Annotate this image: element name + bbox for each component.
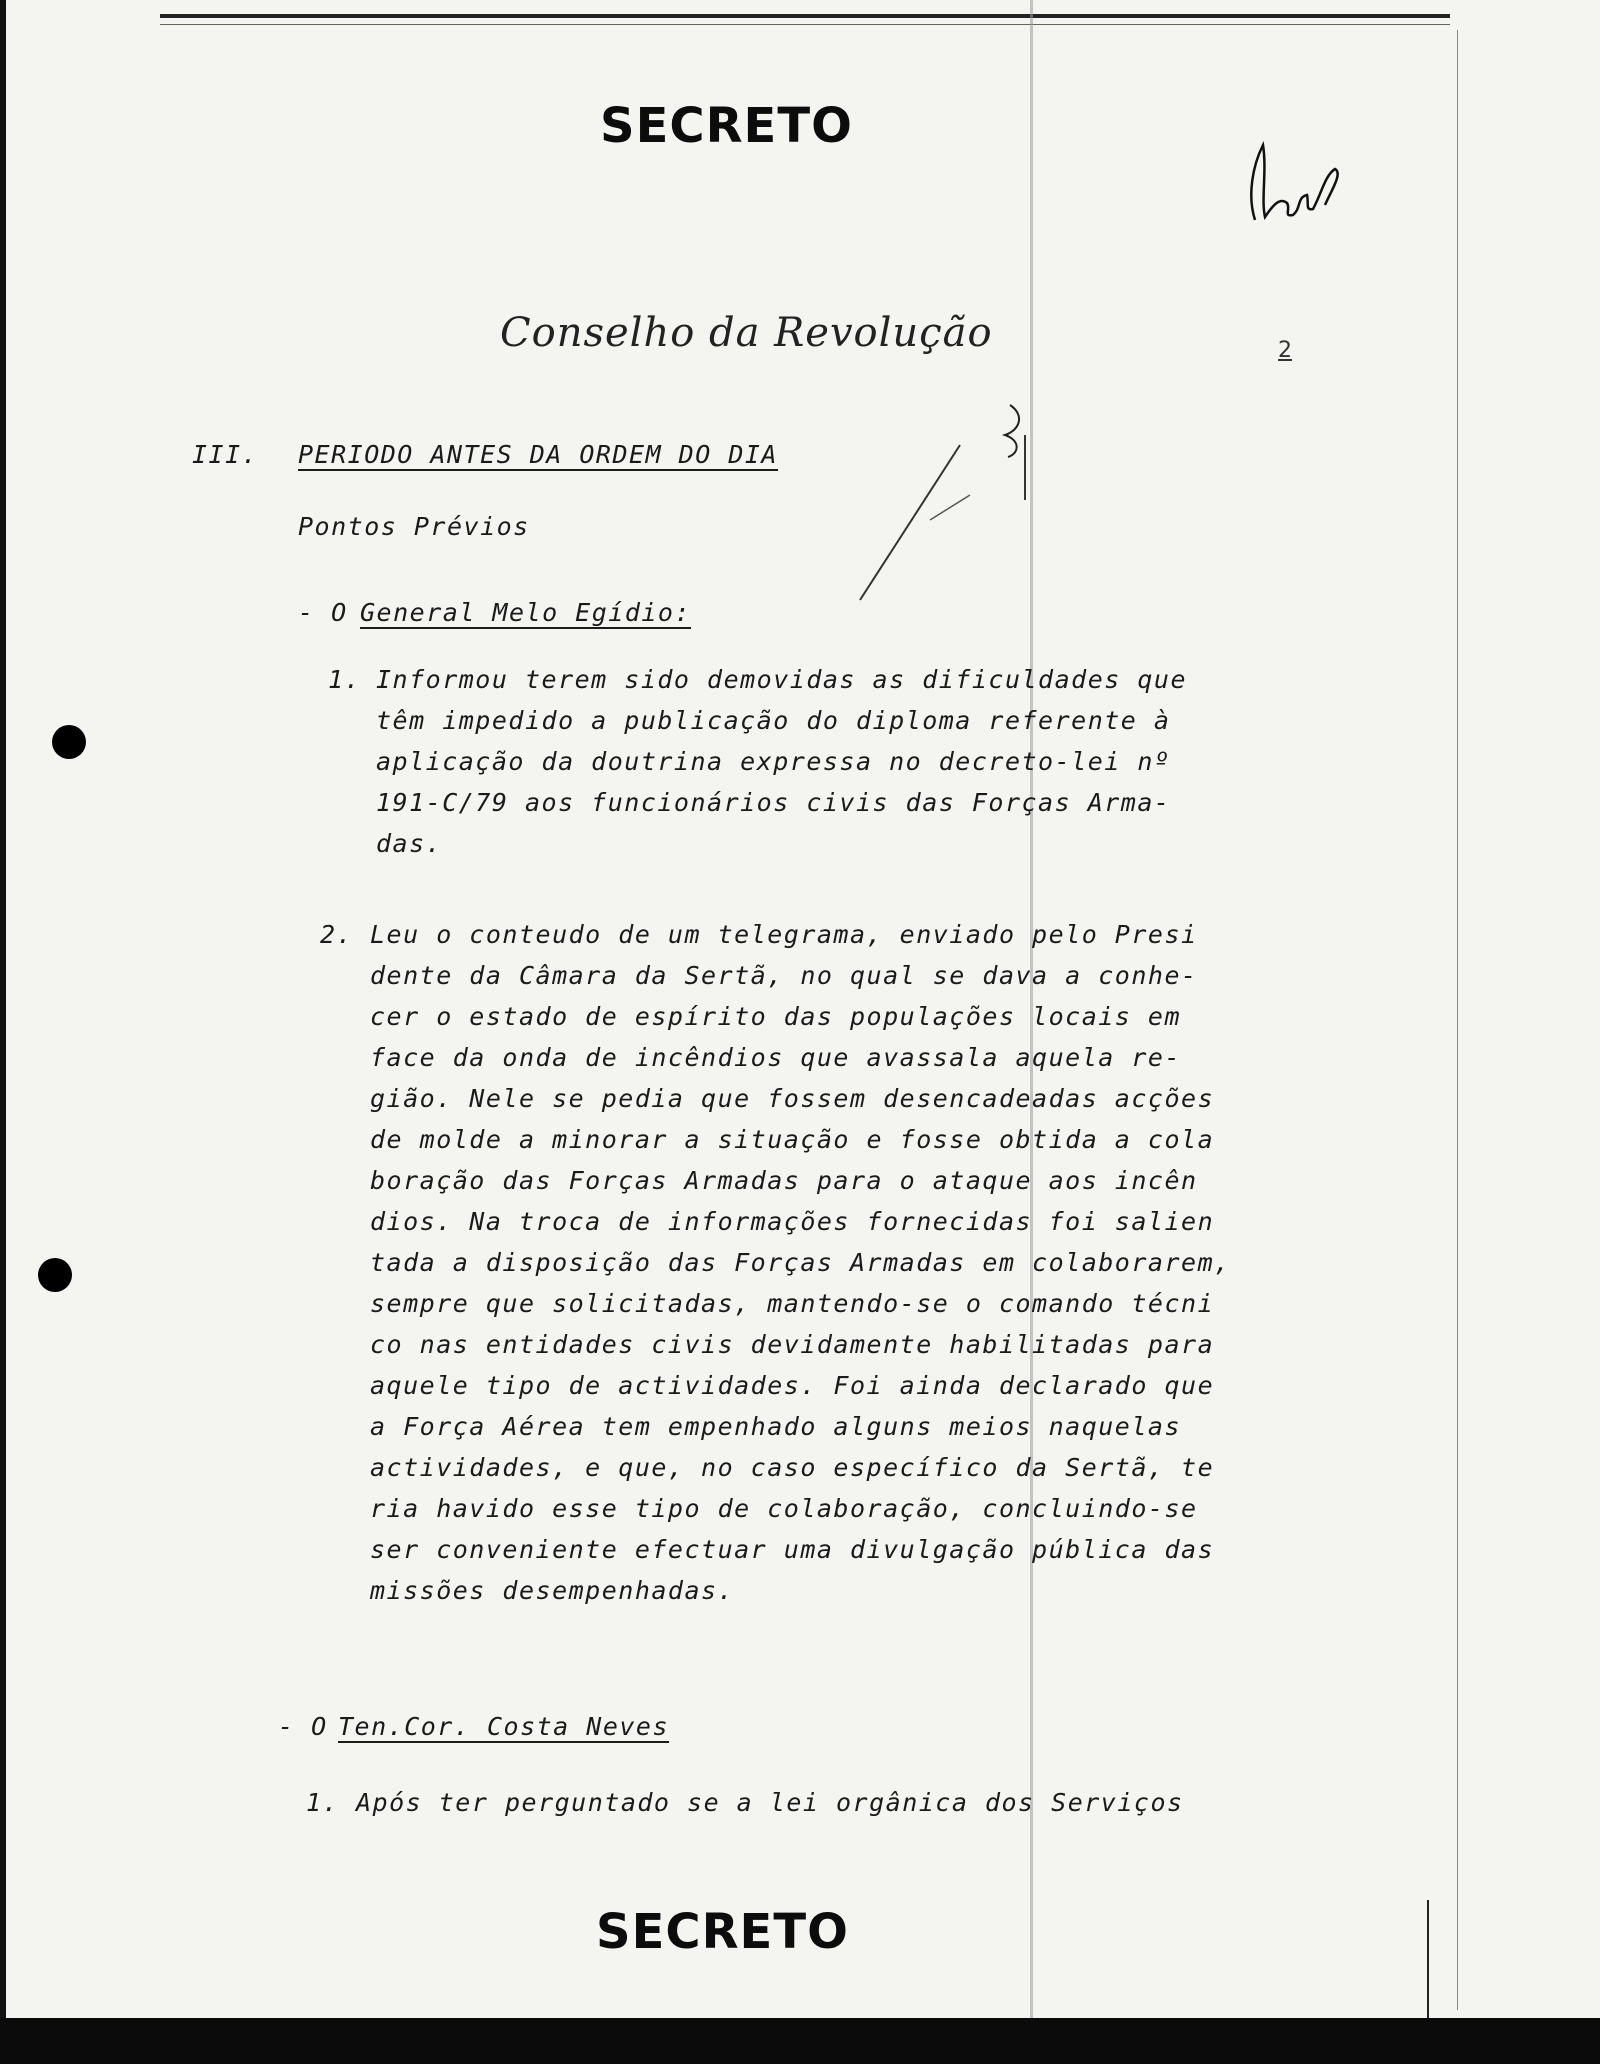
section-subtitle: Pontos Prévios: [298, 512, 530, 541]
text-line: ria havido esse tipo de colaboração, concluindo-se: [370, 1494, 1198, 1523]
text-line: de molde a minorar a situação e fosse obtida a cola: [370, 1125, 1215, 1154]
text-line: ser conveniente efectuar uma divulgação pública das: [370, 1535, 1215, 1564]
text-line: face da onda de incêndios que avassala aquela re-: [370, 1043, 1182, 1072]
scan-left-edge: [0, 0, 6, 2064]
speaker-2-dash: - O: [278, 1712, 328, 1741]
text-line: sempre que solicitadas, mantendo-se o comando técni: [370, 1289, 1215, 1318]
scan-bottom-edge: [0, 2018, 1600, 2064]
scan-right-edge: [1457, 30, 1458, 2010]
text-line: cer o estado de espírito das populações locais em: [370, 1002, 1182, 1031]
text-line: aplicação da doutrina expressa no decreto-lei nº: [376, 747, 1171, 776]
item-2-text: [370, 920, 1231, 1617]
speaker-2-name: Ten.Cor. Costa Neves: [338, 1712, 670, 1741]
scan-right-edge-mark: [1427, 1900, 1429, 2020]
text-line: Leu o conteudo de um telegrama, enviado pelo Presi: [370, 920, 1198, 949]
text-line: dente da Câmara da Sertã, no qual se dava a conhe-: [370, 961, 1198, 990]
text-line: gião. Nele se pedia que fossem desencadeadas acções: [370, 1084, 1215, 1113]
text-line: dios. Na troca de informações fornecidas foi salien: [370, 1207, 1215, 1236]
page-number: 2: [1278, 338, 1292, 363]
text-line: a Força Aérea tem empenhado alguns meios naquelas: [370, 1412, 1182, 1441]
classification-stamp-bottom: SECRETO: [596, 1904, 849, 1960]
item-1-number: 1.: [328, 665, 362, 694]
item-1-text: [376, 665, 1187, 870]
text-line: tada a disposição das Forças Armadas em colaborarem,: [370, 1248, 1231, 1277]
punch-hole-bottom: [38, 1258, 72, 1292]
text-line: missões desempenhadas.: [370, 1576, 735, 1605]
text-line: 191-C/79 aos funcionários civis das Forças Arma-: [376, 788, 1171, 817]
punch-hole-top: [52, 725, 86, 759]
text-line: boração das Forças Armadas para o ataque aos incên: [370, 1166, 1198, 1195]
speaker-2-item-1-text: Após ter perguntado se a lei orgânica dos Serviços: [356, 1788, 1184, 1817]
speaker-2-item-1-number: 1.: [306, 1788, 340, 1817]
handwritten-mark: [1235, 125, 1345, 235]
text-line: Informou terem sido demovidas as dificuldades que: [376, 665, 1188, 694]
section-number: III.: [192, 440, 259, 469]
letterhead: Conselho da Revolução: [500, 310, 993, 356]
speaker-1-name: General Melo Egídio:: [360, 598, 692, 627]
classification-stamp-top: SECRETO: [600, 98, 853, 154]
scan-top-rule: [160, 14, 1450, 18]
text-line: actividades, e que, no caso específico da Sertã, te: [370, 1453, 1215, 1482]
section-title: PERIODO ANTES DA ORDEM DO DIA: [298, 440, 778, 469]
text-line: têm impedido a publicação do diploma referente à: [376, 706, 1171, 735]
scan-top-rule-thin: [160, 24, 1450, 25]
text-line: das.: [376, 829, 443, 858]
pen-strokes: [820, 395, 1040, 605]
speaker-1-dash: - O: [298, 598, 348, 627]
text-line: co nas entidades civis devidamente habilitadas para: [370, 1330, 1215, 1359]
text-line: aquele tipo de actividades. Foi ainda declarado que: [370, 1371, 1215, 1400]
item-2-number: 2.: [320, 920, 354, 949]
